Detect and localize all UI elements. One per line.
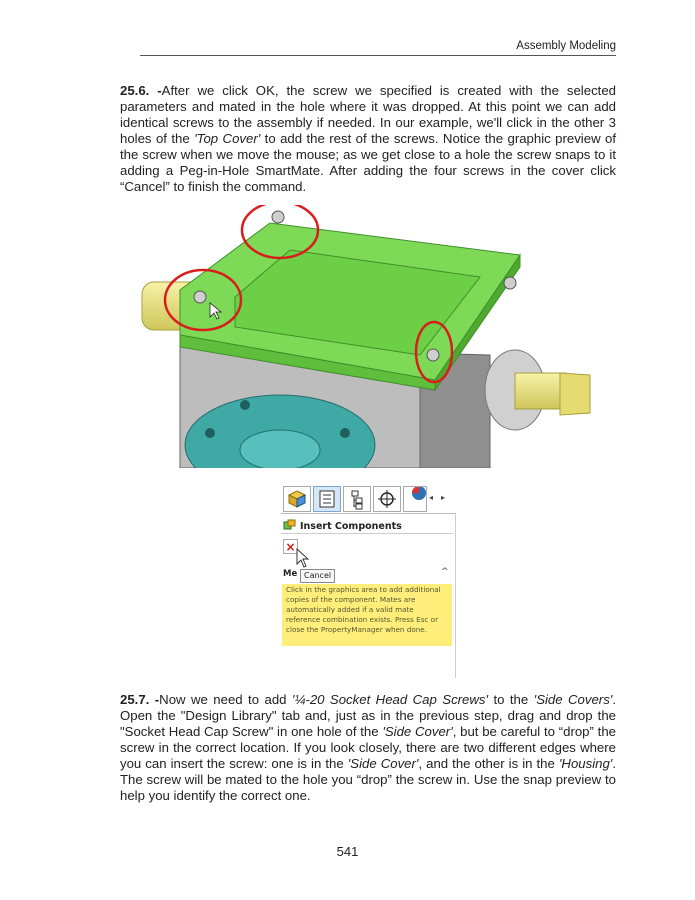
tab-configuration-manager[interactable] (343, 486, 371, 512)
crosshair-icon (374, 487, 400, 511)
close-icon: × (285, 540, 296, 554)
assembly-render-figure (120, 205, 616, 468)
emphasis-top-cover: 'Top Cover' (194, 131, 261, 146)
collapse-chevron-icon[interactable]: ^ (441, 567, 449, 577)
step-number: 25.7. (120, 692, 150, 707)
tab-scroll-right-icon[interactable]: ▸ (441, 493, 446, 502)
screw-head (504, 277, 516, 289)
tab-dimxpert-manager[interactable] (373, 486, 401, 512)
header-title: Assembly Modeling (516, 40, 616, 52)
text-segment: to the (488, 692, 534, 707)
text-segment: . The screw will be mated to the hole you “drop” the screw in. Use the snap preview to help you identify the correct one. (120, 756, 616, 803)
step-dash: - (149, 692, 160, 707)
flange-hole (340, 428, 350, 438)
flange-hole (240, 400, 250, 410)
paragraph-25-7 (120, 692, 616, 804)
emphasis-side-covers: 'Side Covers' (533, 692, 613, 707)
cube-icon (284, 487, 310, 511)
panel-title: Insert Components (300, 521, 402, 532)
emphasis-side-cover: 'Side Cover' (347, 756, 419, 771)
tab-property-manager[interactable] (313, 486, 341, 512)
cancel-tooltip: Cancel (300, 569, 335, 583)
text-segment: , and the other is in the (418, 756, 559, 771)
screw-head (427, 349, 439, 361)
paragraph-25-6 (120, 83, 616, 195)
tab-display-manager[interactable] (403, 486, 427, 512)
message-box: Click in the graphics area to add additional copies of the component. Mates are automatically added if a valid mate reference combination exists. Press Esc or close the PropertyManager when done. (282, 584, 452, 646)
divider (281, 533, 453, 534)
mouse-cursor-icon (296, 548, 310, 568)
property-manager-tabs (281, 485, 456, 514)
text-segment: , but be careful to “drop” the screw in the correct location. If you look closely, there are two different edges where you can insert the screw: one is in the (120, 724, 616, 771)
text-segment: After we click OK, the screw we specified is created with the selected parameters and mated in the hole where it was dropped. At this point we can add identical screws to the assembly if needed. In our example, we'll click in the other 3 holes of the (120, 83, 616, 146)
gearbox-assembly-illustration (120, 205, 616, 468)
emphasis-housing: 'Housing' (558, 756, 613, 771)
tree-icon (344, 487, 370, 511)
flange-hole (205, 428, 215, 438)
appearance-icon (404, 487, 426, 511)
panel-border (455, 513, 456, 678)
page-number: 541 (336, 844, 359, 859)
text-segment: . Open the "Design Library" tab and, just as in the previous step, drag and drop the "Socket Head Cap Screw" in one hole of the (120, 692, 616, 739)
step-dash: - (149, 83, 162, 98)
insert-components-icon (283, 519, 297, 530)
panel-title-row (283, 519, 402, 532)
tab-feature-manager[interactable] (283, 486, 311, 512)
list-icon (314, 487, 340, 511)
screw-head (272, 211, 284, 223)
message-section-label: Me (283, 569, 298, 579)
text-segment: to add the rest of the screws. Notice the graphic preview of the screw when we move the mouse; as we get close to a hole the screw snaps to it adding a Peg-in-Hole SmartMate. After adding the four screws in the cover click “Cancel” to finish the command. (120, 131, 617, 194)
text-segment: Now we need to add (159, 692, 292, 707)
emphasis-side-cover: 'Side Cover' (382, 724, 453, 739)
page-header (140, 40, 616, 56)
right-shaft (515, 373, 565, 409)
property-manager-panel (281, 485, 456, 678)
emphasis-screw-name: '¼-20 Socket Head Cap Screws' (291, 692, 489, 707)
tab-scroll-left-icon[interactable]: ◂ (429, 493, 434, 502)
right-shaft-hex (560, 373, 590, 415)
flange-hub (240, 430, 320, 468)
screw-head (194, 291, 206, 303)
step-number: 25.6. (120, 83, 150, 98)
